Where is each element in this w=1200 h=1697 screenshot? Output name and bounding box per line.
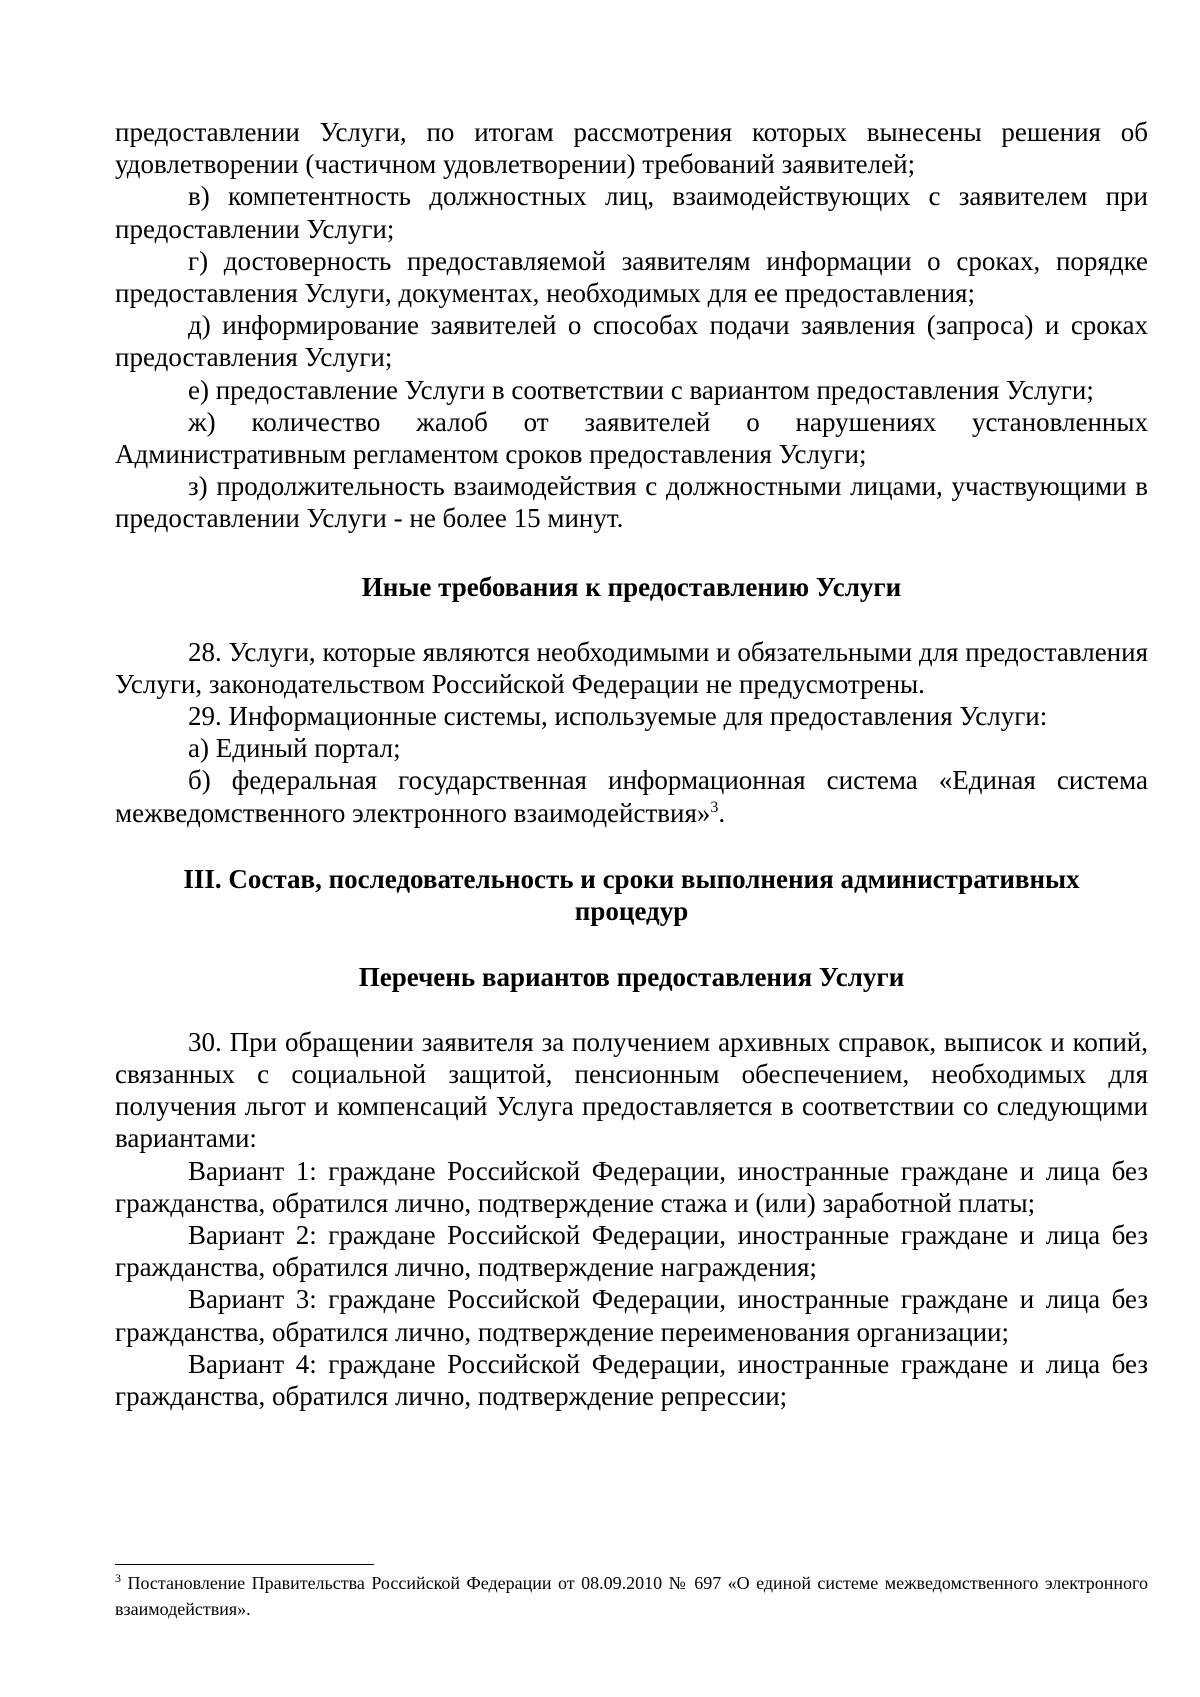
variant-4: Вариант 4: граждане Российской Федерации, иностранные граждане и лица без гражданства, обратился лично, подтверждение репрессии; xyxy=(115,1348,1148,1412)
paragraph-29-b xyxy=(115,764,1148,828)
paragraph-item-g: г) достоверность предоставляемой заявителям информации о сроках, порядке предоставления Услуги, документах, необходимых для ее предоставления; xyxy=(115,245,1148,309)
paragraph-29-b-text: б) федеральная государственная информационная система «Единая система межведомственного электронного взаимодействия» xyxy=(115,765,1148,828)
paragraph-item-z: з) продолжительность взаимодействия с должностными лицами, участвующими в предоставлении Услуги - не более 15 минут. xyxy=(115,471,1148,534)
chapter-heading-iii xyxy=(115,863,1148,927)
footnote-reference[interactable]: 3 xyxy=(710,798,719,816)
footnote-separator xyxy=(115,1564,374,1565)
paragraph-item-zh: ж) количество жалоб от заявителей о нарушениях установленных Административным регламентом сроков предоставления Услуги; xyxy=(115,406,1148,470)
document-body xyxy=(115,116,1148,1412)
section-heading-other-requirements: Иные требования к предоставлению Услуги xyxy=(361,571,902,602)
variant-3: Вариант 3: граждане Российской Федерации, иностранные граждане и лица без гражданства, обратился лично, подтверждение переименования организации; xyxy=(115,1284,1148,1347)
variant-1: Вариант 1: граждане Российской Федерации, иностранные граждане и лица без гражданства, обратился лично, подтверждение стажа и (или) заработной платы; xyxy=(115,1155,1148,1218)
variant-2: Вариант 2: граждане Российской Федерации, иностранные граждане и лица без гражданства, обратился лично, подтверждение награждения; xyxy=(115,1220,1148,1283)
paragraph-29-a: а) Единый портал; xyxy=(188,733,401,764)
paragraph-item-d: д) информирование заявителей о способах подачи заявления (запроса) и сроках предоставления Услуги; xyxy=(115,310,1148,373)
chapter-heading-line-2: процедур xyxy=(574,895,689,926)
paragraph-item-v: в) компетентность должностных лиц, взаимодействующих с заявителем при предоставлении Услуги; xyxy=(115,181,1148,244)
paragraph-continuation: предоставлении Услуги, по итогам рассмотрения которых вынесены решения об удовлетворении (частичном удовлетворении) требований заявителей; xyxy=(115,117,1148,180)
section-heading-variants-list: Перечень вариантов предоставления Услуги xyxy=(358,961,905,992)
chapter-heading-line-1: III. Состав, последовательность и сроки выполнения административных xyxy=(183,863,1080,894)
paragraph-30: 30. При обращении заявителя за получением архивных справок, выписок и копий, связанных с социальной защитой, пенсионным обеспечением, необходимых для получения льгот и компенсаций Услуга предоставляется в соответствии со следующими вариантами: xyxy=(115,1026,1148,1154)
paragraph-28: 28. Услуги, которые являются необходимыми и обязательными для предоставления Услуги, законодательством Российской Федерации не предусмотрены. xyxy=(115,636,1148,699)
paragraph-29: 29. Информационные системы, используемые для предоставления Услуги: xyxy=(188,701,1048,732)
paragraph-item-e: е) предоставление Услуги в соответствии с вариантом предоставления Услуги; xyxy=(188,374,1094,405)
footnote xyxy=(115,1570,1148,1622)
footnote-text: Постановление Правительства Российской Федерации от 08.09.2010 № 697 «О единой системе межведомственного электронного взаимодействия». xyxy=(115,1573,1148,1619)
footnote-mark: 3 xyxy=(115,1571,121,1585)
paragraph-29-b-end: . xyxy=(718,797,726,828)
